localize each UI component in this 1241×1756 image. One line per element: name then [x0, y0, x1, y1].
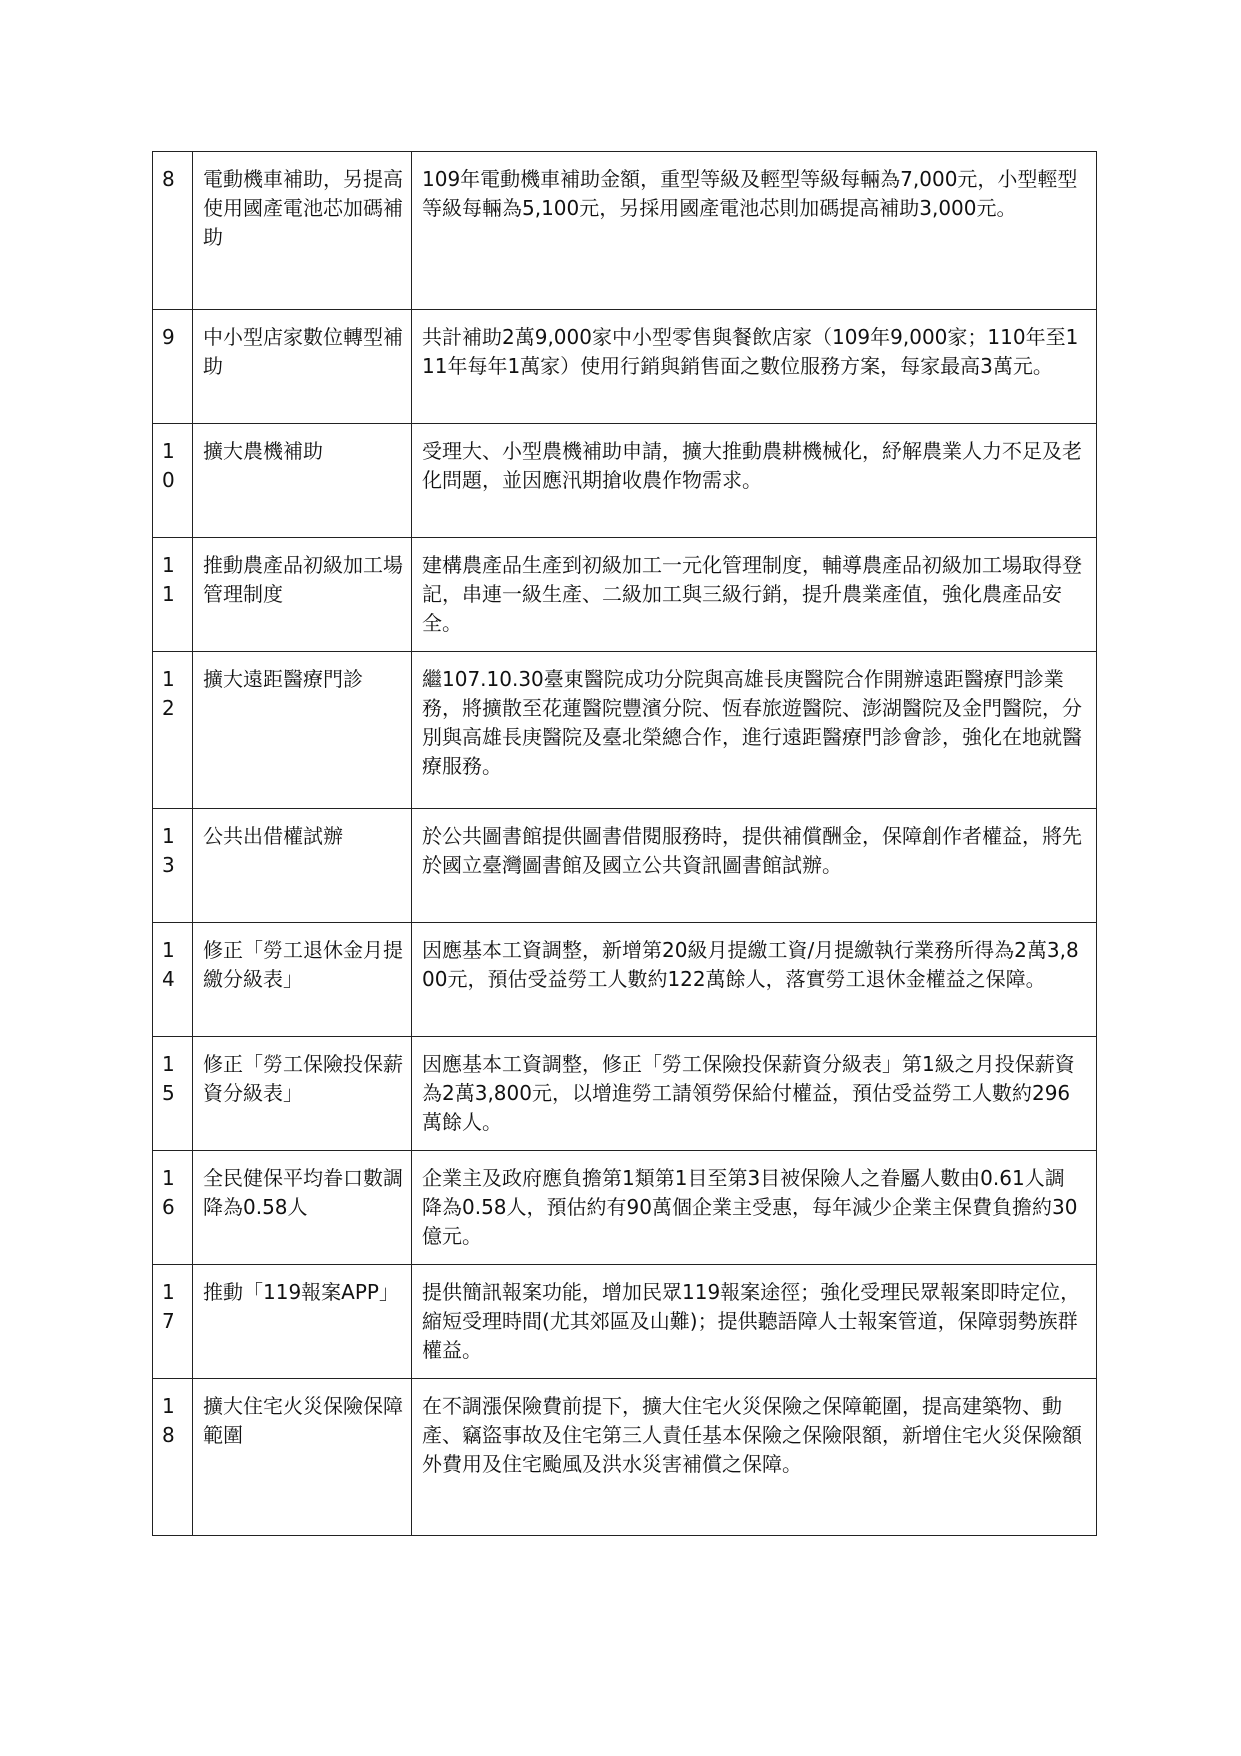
measure-title: 推動農產品初級加工場管理制度: [193, 538, 412, 652]
measure-description: 在不調漲保險費前提下，擴大住宅火災保險之保障範圍，提高建築物、動產、竊盜事故及住宅第三人責任基本保險之保險限額，新增住宅火災保險額外費用及住宅颱風及洪水災害補償之保障。: [412, 1379, 1097, 1536]
measure-title: 擴大農機補助: [193, 424, 412, 538]
measure-description: 因應基本工資調整，修正「勞工保險投保薪資分級表」第1級之月投保薪資為2萬3,800元，以增進勞工請領勞保給付權益，預估受益勞工人數約296萬餘人。: [412, 1037, 1097, 1151]
measure-description: 109年電動機車補助金額，重型等級及輕型等級每輛為7,000元，小型輕型等級每輛為5,100元，另採用國產電池芯則加碼提高補助3,000元。: [412, 152, 1097, 310]
measure-title: 擴大遠距醫療門診: [193, 652, 412, 809]
row-number: 11: [153, 538, 193, 652]
measure-title: 修正「勞工保險投保薪資分級表」: [193, 1037, 412, 1151]
row-number: 9: [153, 310, 193, 424]
measure-description: 繼107.10.30臺東醫院成功分院與高雄長庚醫院合作開辦遠距醫療門診業務，將擴散至花蓮醫院豐濱分院、恆春旅遊醫院、澎湖醫院及金門醫院，分別與高雄長庚醫院及臺北榮總合作，進行遠距醫療門診會診，強化在地就醫療服務。: [412, 652, 1097, 809]
table-row: [153, 1265, 1097, 1379]
table-row: [153, 310, 1097, 424]
row-number: 12: [153, 652, 193, 809]
measure-description: 因應基本工資調整，新增第20級月提繳工資/月提繳執行業務所得為2萬3,800元，預估受益勞工人數約122萬餘人，落實勞工退休金權益之保障。: [412, 923, 1097, 1037]
measure-title: 中小型店家數位轉型補助: [193, 310, 412, 424]
measure-description: 共計補助2萬9,000家中小型零售與餐飲店家（109年9,000家；110年至111年每年1萬家）使用行銷與銷售面之數位服務方案，每家最高3萬元。: [412, 310, 1097, 424]
table-row: [153, 424, 1097, 538]
measure-title: 公共出借權試辦: [193, 809, 412, 923]
row-number: 14: [153, 923, 193, 1037]
row-number: 16: [153, 1151, 193, 1265]
measure-title: 修正「勞工退休金月提繳分級表」: [193, 923, 412, 1037]
table-row: [153, 1037, 1097, 1151]
measure-title: 全民健保平均眷口數調降為0.58人: [193, 1151, 412, 1265]
table-row: [153, 1151, 1097, 1265]
table-row: [153, 923, 1097, 1037]
row-number: 8: [153, 152, 193, 310]
measure-description: 於公共圖書館提供圖書借閱服務時，提供補償酬金，保障創作者權益，將先於國立臺灣圖書館及國立公共資訊圖書館試辦。: [412, 809, 1097, 923]
table-row: [153, 652, 1097, 809]
measure-description: 建構農產品生產到初級加工一元化管理制度，輔導農產品初級加工場取得登記，串連一級生產、二級加工與三級行銷，提升農業產值，強化農產品安全。: [412, 538, 1097, 652]
measure-title: 推動「119報案APP」: [193, 1265, 412, 1379]
row-number: 13: [153, 809, 193, 923]
measure-description: 受理大、小型農機補助申請，擴大推動農耕機械化，紓解農業人力不足及老化問題，並因應汛期搶收農作物需求。: [412, 424, 1097, 538]
row-number: 18: [153, 1379, 193, 1536]
row-number: 15: [153, 1037, 193, 1151]
table-row: [153, 809, 1097, 923]
table-row: [153, 1379, 1097, 1536]
measure-description: 企業主及政府應負擔第1類第1目至第3目被保險人之眷屬人數由0.61人調降為0.58人，預估約有90萬個企業主受惠，每年減少企業主保費負擔約30億元。: [412, 1151, 1097, 1265]
row-number: 10: [153, 424, 193, 538]
table-row: [153, 538, 1097, 652]
measures-table: [152, 151, 1097, 1536]
row-number: 17: [153, 1265, 193, 1379]
measure-title: 擴大住宅火災保險保障範圍: [193, 1379, 412, 1536]
table-row: [153, 152, 1097, 310]
measure-title: 電動機車補助，另提高使用國產電池芯加碼補助: [193, 152, 412, 310]
measure-description: 提供簡訊報案功能，增加民眾119報案途徑；強化受理民眾報案即時定位，縮短受理時間(尤其郊區及山難)；提供聽語障人士報案管道，保障弱勢族群權益。: [412, 1265, 1097, 1379]
